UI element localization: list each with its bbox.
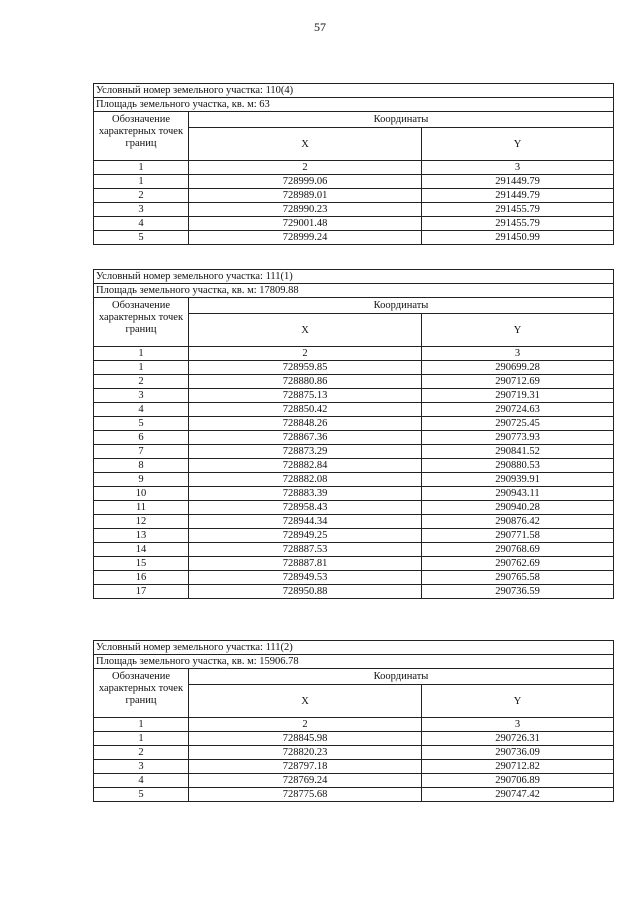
table-row (94, 361, 614, 375)
x-header: X (189, 128, 422, 161)
x-coordinate-cell: 728999.24 (189, 231, 422, 245)
table-row (94, 501, 614, 515)
table-row (94, 543, 614, 557)
x-header: X (189, 314, 422, 347)
coordinates-table (93, 640, 614, 802)
table-row (94, 189, 614, 203)
column-number-cell: 2 (189, 718, 422, 732)
y-coordinate-cell: 290771.58 (422, 529, 614, 543)
x-coordinate-cell: 728880.86 (189, 375, 422, 389)
table-row (94, 403, 614, 417)
y-coordinate-cell: 290699.28 (422, 361, 614, 375)
y-coordinate-cell: 291449.79 (422, 189, 614, 203)
y-coordinate-cell: 290943.11 (422, 487, 614, 501)
y-coordinate-cell: 290841.52 (422, 445, 614, 459)
land-plot-block (93, 640, 613, 802)
column-number-cell: 2 (189, 347, 422, 361)
table-row (94, 375, 614, 389)
x-coordinate-cell: 728990.23 (189, 203, 422, 217)
point-number-cell: 5 (94, 417, 189, 431)
table-row (94, 557, 614, 571)
table-row (94, 788, 614, 802)
column-number-cell: 2 (189, 161, 422, 175)
y-coordinate-cell: 291449.79 (422, 175, 614, 189)
y-coordinate-cell: 290736.09 (422, 746, 614, 760)
point-number-cell: 11 (94, 501, 189, 515)
y-coordinate-cell: 290768.69 (422, 543, 614, 557)
point-designation-header: Обозначение характерных точек границ (94, 669, 189, 718)
table-row (94, 732, 614, 746)
x-coordinate-cell: 728949.53 (189, 571, 422, 585)
plot-number-title: Условный номер земельного участка: 110(4) (94, 84, 614, 98)
coordinates-header: Координаты (189, 669, 614, 685)
table-row (94, 487, 614, 501)
column-number-cell: 1 (94, 718, 189, 732)
x-coordinate-cell: 728959.85 (189, 361, 422, 375)
x-coordinate-cell: 728848.26 (189, 417, 422, 431)
table-row (94, 571, 614, 585)
plot-area: Площадь земельного участка, кв. м: 63 (94, 98, 614, 112)
table-row (94, 445, 614, 459)
y-coordinate-cell: 290939.91 (422, 473, 614, 487)
column-number-cell: 3 (422, 347, 614, 361)
point-number-cell: 12 (94, 515, 189, 529)
y-header: Y (422, 314, 614, 347)
point-number-cell: 3 (94, 760, 189, 774)
table-row (94, 217, 614, 231)
x-coordinate-cell: 728999.06 (189, 175, 422, 189)
coordinates-header: Координаты (189, 112, 614, 128)
point-number-cell: 16 (94, 571, 189, 585)
point-number-cell: 14 (94, 543, 189, 557)
x-coordinate-cell: 728882.08 (189, 473, 422, 487)
table-row (94, 203, 614, 217)
y-coordinate-cell: 290726.31 (422, 732, 614, 746)
y-coordinate-cell: 290706.89 (422, 774, 614, 788)
point-number-cell: 1 (94, 175, 189, 189)
table-row (94, 231, 614, 245)
point-number-cell: 2 (94, 746, 189, 760)
y-coordinate-cell: 290712.82 (422, 760, 614, 774)
table-row (94, 774, 614, 788)
x-coordinate-cell: 728958.43 (189, 501, 422, 515)
coordinates-table (93, 83, 614, 245)
plot-number-title: Условный номер земельного участка: 111(1) (94, 270, 614, 284)
table-row (94, 417, 614, 431)
x-coordinate-cell: 728989.01 (189, 189, 422, 203)
y-coordinate-cell: 291455.79 (422, 203, 614, 217)
page-number: 57 (314, 20, 326, 34)
y-coordinate-cell: 290736.59 (422, 585, 614, 599)
table-row (94, 459, 614, 473)
point-number-cell: 17 (94, 585, 189, 599)
table-row (94, 746, 614, 760)
x-coordinate-cell: 728883.39 (189, 487, 422, 501)
plot-area: Площадь земельного участка, кв. м: 17809.88 (94, 284, 614, 298)
point-number-cell: 5 (94, 788, 189, 802)
table-row (94, 473, 614, 487)
x-coordinate-cell: 728887.53 (189, 543, 422, 557)
y-coordinate-cell: 290724.63 (422, 403, 614, 417)
point-number-cell: 5 (94, 231, 189, 245)
land-plot-block (93, 269, 613, 599)
y-coordinate-cell: 290762.69 (422, 557, 614, 571)
column-number-cell: 1 (94, 347, 189, 361)
point-number-cell: 2 (94, 375, 189, 389)
y-coordinate-cell: 290876.42 (422, 515, 614, 529)
point-designation-header: Обозначение характерных точек границ (94, 112, 189, 161)
y-header: Y (422, 128, 614, 161)
table-row (94, 431, 614, 445)
point-designation-header: Обозначение характерных точек границ (94, 298, 189, 347)
x-coordinate-cell: 728873.29 (189, 445, 422, 459)
land-plot-block (93, 83, 613, 245)
column-number-cell: 3 (422, 161, 614, 175)
point-number-cell: 8 (94, 459, 189, 473)
y-coordinate-cell: 291455.79 (422, 217, 614, 231)
x-coordinate-cell: 728769.24 (189, 774, 422, 788)
y-coordinate-cell: 290719.31 (422, 389, 614, 403)
x-coordinate-cell: 728887.81 (189, 557, 422, 571)
x-coordinate-cell: 728867.36 (189, 431, 422, 445)
x-coordinate-cell: 728845.98 (189, 732, 422, 746)
x-coordinate-cell: 728882.84 (189, 459, 422, 473)
table-row (94, 389, 614, 403)
y-coordinate-cell: 290765.58 (422, 571, 614, 585)
y-coordinate-cell: 291450.99 (422, 231, 614, 245)
column-number-cell: 1 (94, 161, 189, 175)
x-coordinate-cell: 728850.42 (189, 403, 422, 417)
plot-number-title: Условный номер земельного участка: 111(2) (94, 641, 614, 655)
point-number-cell: 6 (94, 431, 189, 445)
point-number-cell: 15 (94, 557, 189, 571)
point-number-cell: 3 (94, 389, 189, 403)
plot-area: Площадь земельного участка, кв. м: 15906.78 (94, 655, 614, 669)
column-number-cell: 3 (422, 718, 614, 732)
coordinates-table (93, 269, 614, 599)
point-number-cell: 13 (94, 529, 189, 543)
y-coordinate-cell: 290725.45 (422, 417, 614, 431)
point-number-cell: 1 (94, 732, 189, 746)
y-coordinate-cell: 290712.69 (422, 375, 614, 389)
table-row (94, 760, 614, 774)
point-number-cell: 7 (94, 445, 189, 459)
x-coordinate-cell: 728797.18 (189, 760, 422, 774)
x-coordinate-cell: 728875.13 (189, 389, 422, 403)
table-row (94, 529, 614, 543)
point-number-cell: 3 (94, 203, 189, 217)
coordinates-header: Координаты (189, 298, 614, 314)
y-coordinate-cell: 290880.53 (422, 459, 614, 473)
y-coordinate-cell: 290773.93 (422, 431, 614, 445)
x-coordinate-cell: 729001.48 (189, 217, 422, 231)
point-number-cell: 9 (94, 473, 189, 487)
x-coordinate-cell: 728950.88 (189, 585, 422, 599)
y-coordinate-cell: 290940.28 (422, 501, 614, 515)
table-row (94, 175, 614, 189)
y-header: Y (422, 685, 614, 718)
x-coordinate-cell: 728820.23 (189, 746, 422, 760)
y-coordinate-cell: 290747.42 (422, 788, 614, 802)
point-number-cell: 10 (94, 487, 189, 501)
point-number-cell: 4 (94, 774, 189, 788)
point-number-cell: 1 (94, 361, 189, 375)
x-header: X (189, 685, 422, 718)
x-coordinate-cell: 728775.68 (189, 788, 422, 802)
table-row (94, 515, 614, 529)
point-number-cell: 4 (94, 217, 189, 231)
x-coordinate-cell: 728949.25 (189, 529, 422, 543)
x-coordinate-cell: 728944.34 (189, 515, 422, 529)
table-row (94, 585, 614, 599)
point-number-cell: 2 (94, 189, 189, 203)
point-number-cell: 4 (94, 403, 189, 417)
